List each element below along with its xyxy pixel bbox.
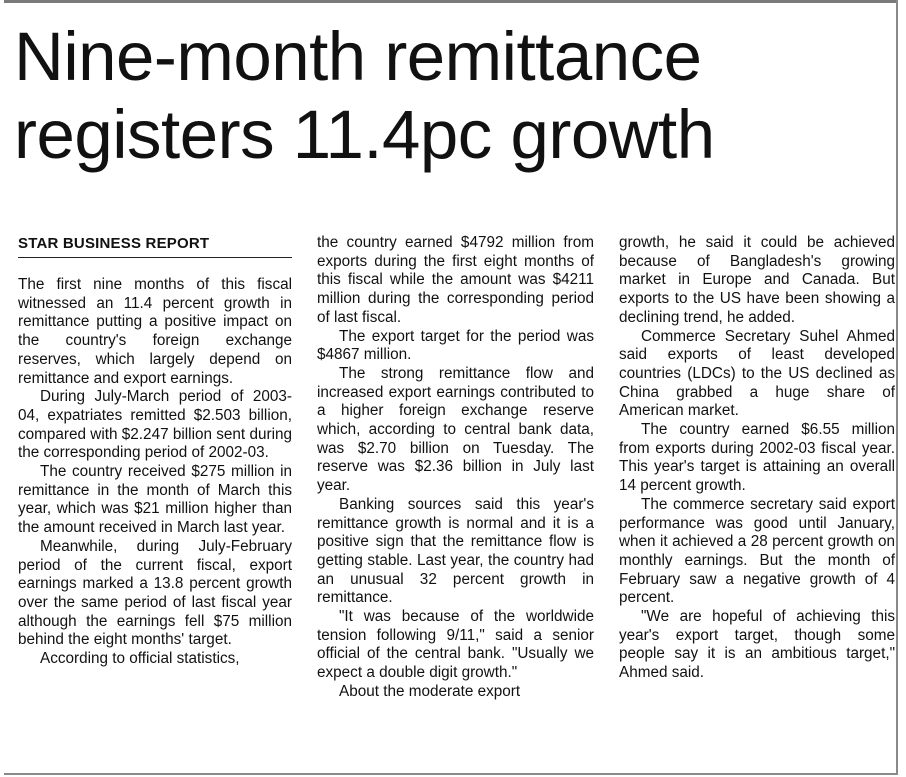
- top-rule: [4, 0, 896, 3]
- byline: STAR BUSINESS REPORT: [18, 234, 292, 258]
- paragraph: The country received $275 million in remittance in the month of March this year, which was $21 million higher than the amount received in March last year.: [18, 463, 292, 537]
- headline-line-2: registers 11.4pc growth: [14, 96, 715, 173]
- article-column-1: [18, 234, 292, 669]
- article-column-3: [619, 234, 895, 683]
- paragraph: the country earned $4792 million from exports during the first eight months of this fiscal while the amount was $4211 million during the corresponding period of last fiscal.: [317, 234, 594, 326]
- paragraph: The first nine months of this fiscal witnessed an 11.4 percent growth in remittance putting a positive impact on the country's foreign exchange reserves, which largely depend on remittance and export earnings.: [18, 276, 292, 387]
- paragraph: growth, he said it could be achieved because of Bangladesh's growing market in Europe and Canada. But exports to the US have been showing a declining trend, he added.: [619, 234, 895, 326]
- right-rule: [896, 0, 898, 775]
- paragraph: Banking sources said this year's remittance growth is normal and it is a positive sign that the remittance flow is getting stable. Last year, the country had an unusual 32 percent growth in remittance.: [317, 495, 594, 607]
- byline-spacer: [18, 262, 292, 276]
- paragraph: According to official statistics,: [40, 650, 240, 668]
- bottom-rule: [4, 773, 896, 775]
- paragraph: About the moderate export: [339, 682, 521, 700]
- article-column-2: [317, 234, 594, 702]
- paragraph: "It was because of the worldwide tension following 9/11," said a senior official of the central bank. "Usually we expect a double digit growth.": [317, 608, 594, 682]
- headline: [14, 18, 894, 174]
- paragraph: "We are hopeful of achieving this year's export target, though some people say it is an ambitious target," Ahmed said.: [619, 608, 895, 682]
- paragraph: The export target for the period was $4867 million.: [317, 327, 594, 364]
- paragraph: The commerce secretary said export performance was good until January, when it achieved a 28 percent growth on monthly earnings. But the month of February saw a negative growth of 4 percent.: [619, 495, 895, 607]
- paragraph: Meanwhile, during July-February period of the current fiscal, export earnings marked a 13.8 percent growth over the same period of last fiscal year although the earnings fell $75 million behind the eight months' target.: [18, 537, 292, 649]
- headline-line-1: Nine-month remittance: [14, 18, 702, 95]
- paragraph: During July-March period of 2003-04, expatriates remitted $2.503 billion, compared with $2.247 billion sent during the corresponding period of 2002-03.: [18, 388, 292, 462]
- paragraph: The country earned $6.55 million from exports during 2002-03 fiscal year. This year's target is attaining an overall 14 percent growth.: [619, 421, 895, 495]
- paragraph: The strong remittance flow and increased export earnings contributed to a higher foreign exchange reserve which, according to central bank data, was $2.70 billion on Tuesday. The reserve was $2.36 billion in July last year.: [317, 364, 594, 495]
- paragraph: Commerce Secretary Suhel Ahmed said exports of least developed countries (LDCs) to the US declined as China grabbed a huge share of American market.: [619, 327, 895, 420]
